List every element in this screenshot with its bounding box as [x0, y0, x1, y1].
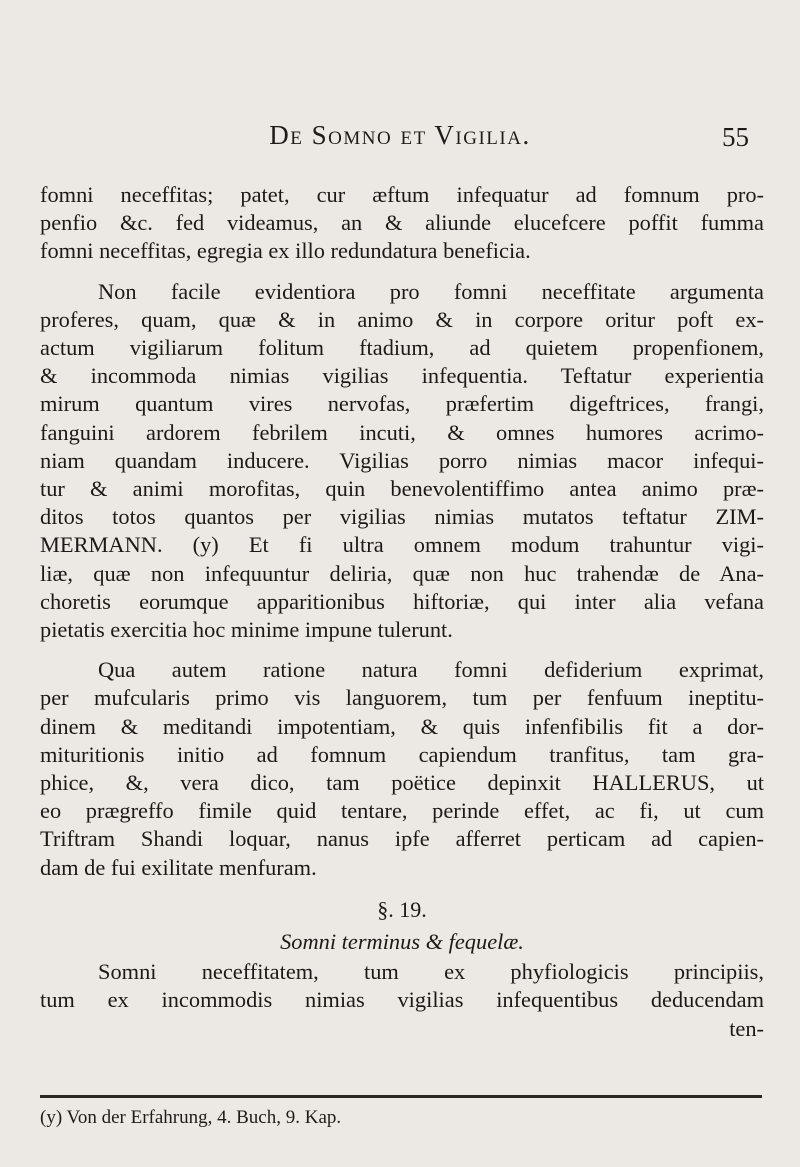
body-text — [40, 181, 764, 1043]
text-line: actum vigiliarum folitum ftadium, ad quietem propenfionem, — [40, 335, 764, 361]
text-line: Triftram Shandi loquar, nanus ipfe afferret perticam ad capien- — [40, 826, 764, 852]
text-line: fomni neceffitas; patet, cur æftum infequatur ad fomnum pro- — [40, 182, 764, 207]
text-line: tum ex incommodis nimias vigilias infequentibus deducendam — [40, 987, 764, 1013]
text-line: eo prægreffo fimile quid tentare, perinde effet, ac fi, ut cum — [40, 798, 764, 824]
text-line: penfio &c. fed videamus, an & aliunde elucefcere poffit fumma — [40, 210, 764, 236]
text-line: phice, &, vera dico, tam poëtice depinxit HALLERUS, ut — [40, 770, 764, 796]
running-head — [0, 120, 800, 160]
section-title: Somni terminus & fequelæ. — [280, 929, 524, 955]
text-line: MERMANN. (y) Et fi ultra omnem modum trahuntur vigi- — [40, 532, 764, 558]
text-line: mituritionis initio ad fomnum capiendum tranfitus, tam gra- — [40, 741, 764, 767]
running-title: De Somno et Vigilia. — [269, 120, 531, 150]
text-line: mirum quantum vires nervofas, præfertim digeftrices, frangi, — [40, 391, 764, 417]
text-line: ditos totos quantos per vigilias nimias mutatos teftatur ZIM- — [40, 504, 764, 530]
text-line: pietatis exercitia hoc minime impune tulerunt. — [40, 617, 453, 643]
text-line: & incommoda nimias vigilias infequentia. Teftatur experientia — [40, 363, 764, 389]
paragraph-2 — [40, 278, 764, 645]
text-line: Somni neceffitatem, tum ex phyfiologicis principiis, — [98, 959, 764, 985]
page-number: 55 — [722, 122, 749, 152]
catchword: ten- — [729, 1015, 764, 1041]
text-line: liæ, quæ non infequuntur deliria, quæ non huc trahendæ de Ana- — [40, 560, 764, 586]
footnote-rule — [40, 1095, 762, 1098]
text-line: choretis eorumque apparitionibus hiftoriæ, qui inter alia vefana — [40, 588, 764, 614]
text-line: dam de fui exilitate menfuram. — [40, 854, 317, 880]
paragraph-1 — [40, 181, 764, 266]
text-line: per mufcularis primo vis languorem, tum per fenfuum ineptitu- — [40, 685, 764, 711]
text-line: Qua autem ratione natura fomni defiderium exprimat, — [98, 657, 764, 683]
text-line: proferes, quam, quæ & in animo & in corpore oritur poft ex- — [40, 306, 764, 332]
text-line: dinem & meditandi impotentiam, & quis infenfibilis fit a dor- — [40, 713, 764, 739]
text-line: niam quandam inducere. Vigilias porro nimias macor infequi- — [40, 447, 764, 473]
text-line: tur & animi morofitas, quin benevolentiffimo antea animo præ- — [40, 476, 764, 502]
footnote: (y) Von der Erfahrung, 4. Buch, 9. Kap. — [40, 1107, 342, 1128]
section-number: §. 19. — [377, 896, 427, 922]
text-line: fanguini ardorem febrilem incuti, & omnes humores acrimo- — [40, 419, 764, 445]
text-line: Non facile evidentiora pro fomni neceffitate argumenta — [98, 278, 764, 304]
paragraph-4 — [40, 958, 764, 1043]
paragraph-3 — [40, 656, 764, 882]
text-line: fomni neceffitas, egregia ex illo redundatura beneficia. — [40, 238, 531, 264]
